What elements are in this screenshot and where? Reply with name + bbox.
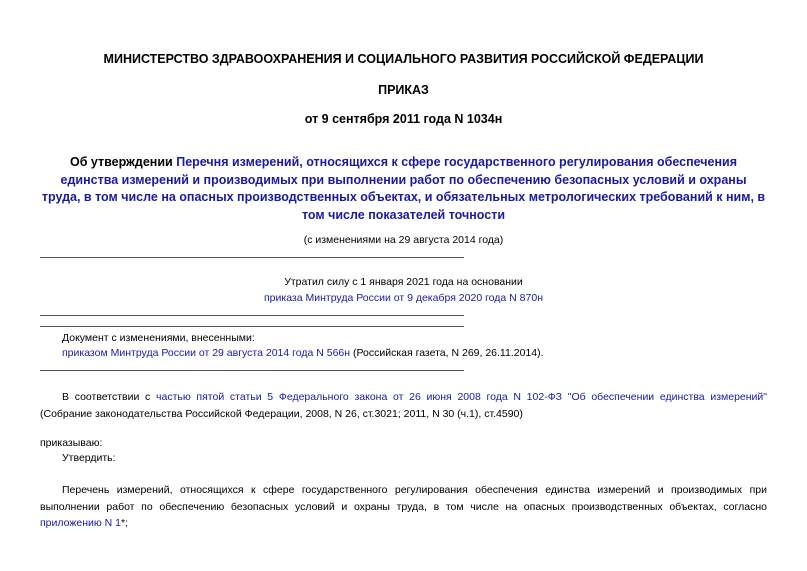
expired-order-link[interactable]: приказа Минтруда России от 9 декабря 2020 года N 870н: [263, 292, 543, 304]
utverdit-text: Утвердить:: [62, 452, 116, 464]
changes-intro: Документ с изменениями, внесенными:: [62, 332, 255, 344]
amendments-note: (с изменениями на 29 августа 2014 года): [303, 234, 504, 246]
preamble-prefix: В соответствии с: [62, 391, 157, 403]
item-1-paragraph: [40, 482, 767, 532]
divider: [40, 257, 464, 258]
changes-line: [62, 347, 544, 359]
divider: [40, 370, 464, 371]
prikazyvayu-text: приказываю:: [40, 437, 103, 449]
appendix-1-link[interactable]: приложению N 1: [40, 517, 122, 529]
ministry-heading: МИНИСТЕРСТВО ЗДРАВООХРАНЕНИЯ И СОЦИАЛЬНОГО РАЗВИТИЯ РОССИЙСКОЙ ФЕДЕРАЦИИ: [103, 52, 704, 66]
changes-source: (Российская газета, N 269, 26.11.2014).: [350, 347, 544, 359]
changes-order-link[interactable]: приказом Минтруда России от 29 августа 2014 года N 566н: [62, 347, 351, 359]
preamble-suffix: (Собрание законодательства Российской Федерации, 2008, N 26, ст.3021; 2011, N 30 (ч.1), ст.4590): [40, 407, 523, 420]
document-date-number: от 9 сентября 2011 года N 1034н: [304, 112, 503, 126]
title-link[interactable]: Перечня измерений, относящихся к сфере государственного регулирования обеспечения единства измерений и производимых при выполнении работ по обеспечению безопасных условий и охраны труда, в том числе на опасных производственных объектах, и обязательных метрологических требований к ним, в том числе показателей точности: [41, 155, 766, 222]
document-title: [40, 154, 767, 224]
divider: [40, 326, 464, 327]
federal-law-link[interactable]: частью пятой статьи 5 Федерального закона от 26 июня 2008 года N 102-ФЗ "Об обеспечении единства измерений": [156, 391, 768, 403]
preamble-paragraph: [40, 389, 767, 422]
divider: [40, 315, 464, 316]
document-type: ПРИКАЗ: [378, 83, 429, 97]
title-prefix: Об утверждении: [69, 155, 177, 169]
item-1-text: Перечень измерений, относящихся к сфере государственного регулирования обеспечения единства измерений и производимых при выполнении работ по обеспечению безопасных условий и охраны труда, в том числе на опасных производственных объектах, согласно: [40, 484, 767, 513]
item-1-suffix: *;: [121, 517, 129, 529]
expired-notice: Утратил силу с 1 января 2021 года на основании: [284, 276, 523, 288]
